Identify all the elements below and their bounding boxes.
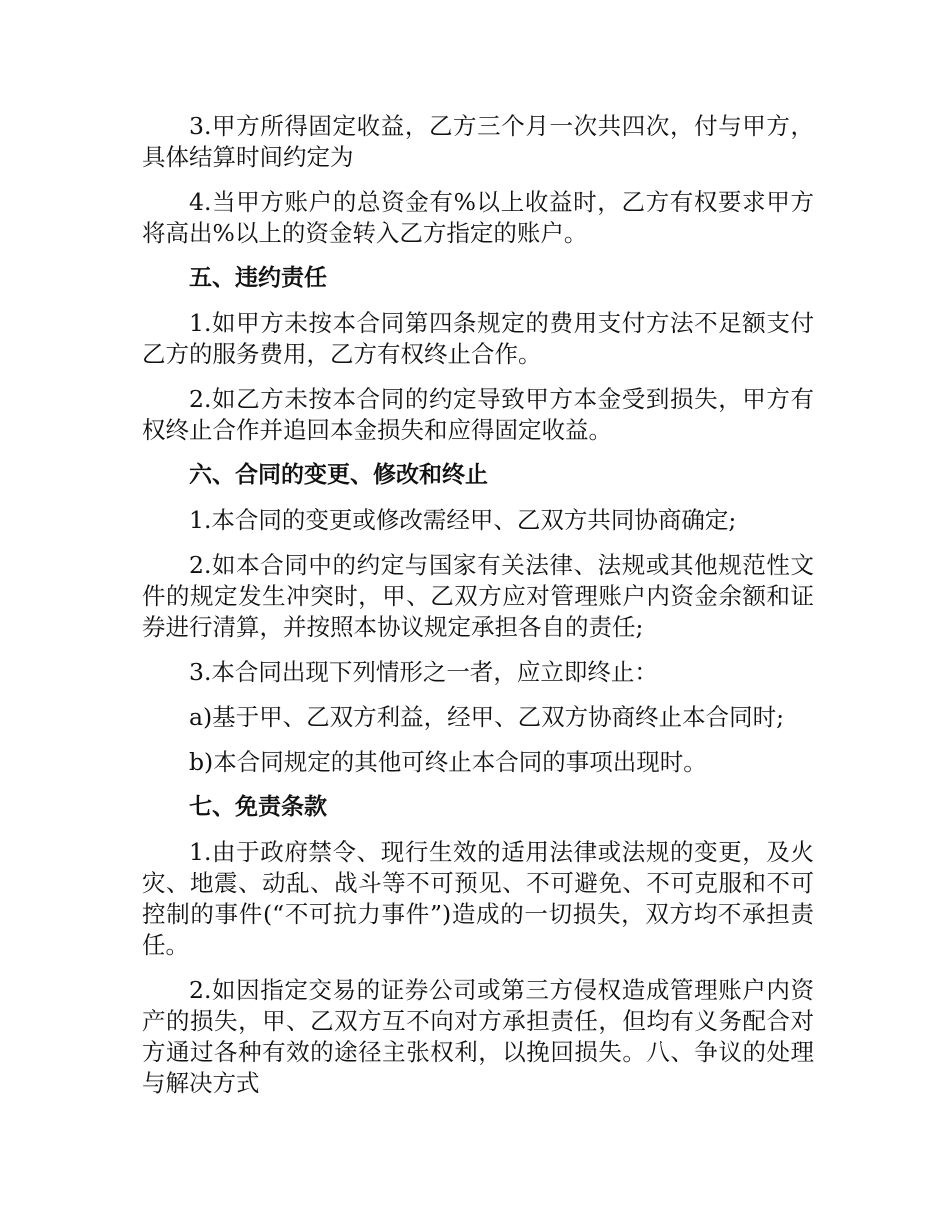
section-heading-breach-liability: 五、违约责任 [189, 265, 327, 291]
contract-page [142, 111, 814, 1113]
clause-6-3-a: a)基于甲、乙双方利益，经甲、乙双方协商终止本合同时; [189, 703, 785, 731]
clause-5-1: 1.如甲方未按本合同第四条规定的费用支付方法不足额支付乙方的服务费用，乙方有权终止合作。 [142, 309, 814, 368]
clause-5-2: 2.如乙方未按本合同的约定导致甲方本金受到损失，甲方有权终止合作并追回本金损失和应得固定收益。 [142, 385, 814, 444]
section-heading-exemption: 七、免责条款 [189, 794, 327, 820]
clause-7-2: 2.如因指定交易的证券公司或第三方侵权造成管理账户内资产的损失，甲、乙双方互不向对方承担责任，但均有义务配合对方通过各种有效的途径主张权利，以挽回损失。八、争议的处理与解决方式 [142, 976, 814, 1097]
clause-6-3-b: b)本合同规定的其他可终止本合同的事项出现时。 [189, 748, 707, 776]
clause-4-4-fund-transfer: 4.当甲方账户的总资金有%以上收益时，乙方有权要求甲方将高出%以上的资金转入乙方指定的账户。 [142, 188, 814, 247]
clause-6-3: 3.本合同出现下列情形之一者，应立即终止： [189, 658, 658, 686]
section-heading-amendment-termination: 六、合同的变更、修改和终止 [189, 462, 488, 488]
clause-7-1: 1.由于政府禁令、现行生效的适用法律或法规的变更，及火灾、地震、动乱、战斗等不可预见、不可避免、不可克服和不可控制的事件(“不可抗力事件”)造成的一切损失，双方均不承担责任。 [142, 838, 814, 959]
clause-4-3-fixed-income: 3.甲方所得固定收益，乙方三个月一次共四次，付与甲方，具体结算时间约定为 [142, 112, 814, 171]
clause-6-2: 2.如本合同中的约定与国家有关法律、法规或其他规范性文件的规定发生冲突时，甲、乙双方应对管理账户内资金余额和证券进行清算，并按照本协议规定承担各自的责任; [142, 551, 814, 641]
clause-6-1: 1.本合同的变更或修改需经甲、乙双方共同协商确定; [189, 506, 737, 534]
